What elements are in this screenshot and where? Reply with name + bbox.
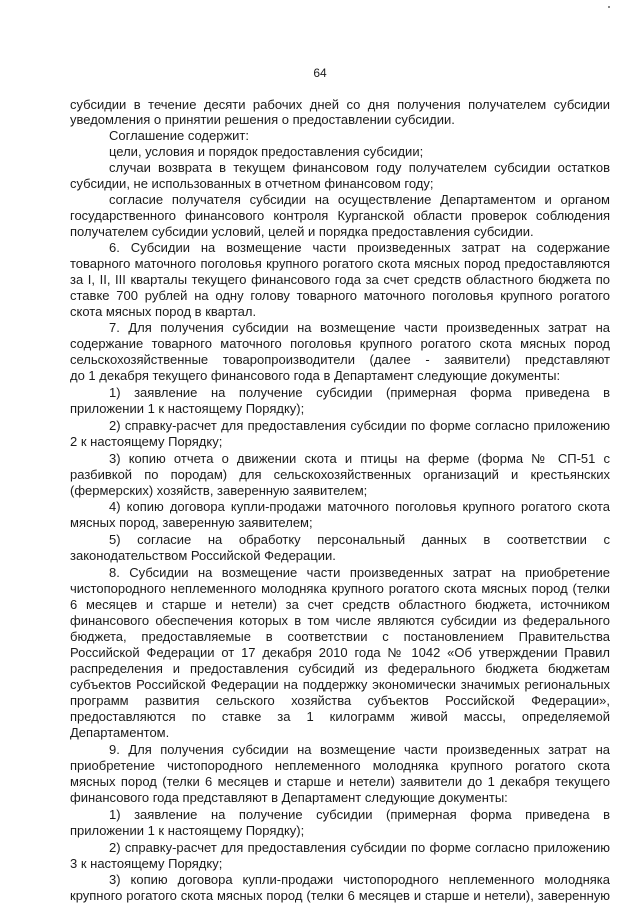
text-line: мясных пород, заверенную заявителем;	[70, 515, 313, 530]
text-line: содержание товарного маточного поголовья крупного рогатого скота мясных пород	[70, 336, 610, 351]
scan-mark	[608, 6, 610, 8]
text-line: 8. Субсидии на возмещение части произведенных затрат на приобретение	[109, 565, 610, 580]
text-line: бюджета, предоставляемые в соответствии с постановлением Правительства	[70, 629, 610, 644]
text-line: 3) копию договора купли-продажи чистопородного неплеменного молодняка	[109, 872, 610, 887]
text-line: (фермерских) хозяйств, заверенную заявителем;	[70, 483, 368, 498]
text-line: Российской Федерации от 17 декабря 2010 года № 1042 «Об утверждении Правил	[70, 645, 610, 660]
text-line: ставке 700 рублей на одну голову товарного маточного поголовья крупного рогатого	[70, 288, 610, 303]
text-line: чистопородного неплеменного молодняка крупного рогатого скота мясных пород (телки	[70, 581, 610, 596]
text-line: случаи возврата в текущем финансовом году получателем субсидии остатков	[109, 160, 610, 175]
text-line: сельскохозяйственные товаропроизводители (далее - заявители) представляют	[70, 352, 610, 367]
text-line: разбивкой по породам) для сельскохозяйственных организаций и крестьянских	[70, 467, 610, 482]
text-line: распределения и предоставления субсидий из федерального бюджета бюджетам	[70, 661, 610, 676]
text-line: получателем субсидии условий, целей и порядка предоставления субсидии.	[70, 224, 534, 239]
text-line: 2) справку-расчет для предоставления субсидии по форме согласно приложению	[109, 840, 610, 855]
text-line: 6. Субсидии на возмещение части произведенных затрат на содержание	[109, 240, 610, 255]
text-line: 5) согласие на обработку персональный данных в соответствии с	[109, 532, 610, 547]
text-line: финансового обеспечения которых в том числе являются субсидии из федерального	[70, 613, 610, 628]
text-line: 4) копию договора купли-продажи маточного поголовья крупного рогатого скота	[109, 499, 610, 514]
text-line: до 1 декабря текущего финансового года в Департамент следующие документы:	[70, 368, 561, 383]
text-line: крупного рогатого скота мясных пород (телки 6 месяцев и старше и нетели), заверенную	[70, 888, 610, 903]
text-line: 3) копию отчета о движении скота и птицы на ферме (форма № СП-51 с	[109, 451, 610, 466]
text-line: 7. Для получения субсидии на возмещение части произведенных затрат на	[109, 320, 610, 335]
text-line: приложении 1 к настоящему Порядку);	[70, 401, 305, 416]
page-number: 64	[313, 66, 327, 80]
text-line: товарного маточного поголовья крупного рогатого скота мясных пород предоставляются	[70, 256, 610, 271]
text-line: финансового года представляют в Департамент следующие документы:	[70, 790, 508, 805]
text-line: за I, II, III кварталы текущего финансового года за счет средств областного бюджета по	[70, 272, 610, 287]
text-line: скота мясных пород в квартал.	[70, 304, 257, 319]
text-line: 2) справку-расчет для предоставления субсидии по форме согласно приложению	[109, 418, 610, 433]
text-line: 9. Для получения субсидии на возмещение части произведенных затрат на	[109, 742, 610, 757]
text-line: приобретение чистопородного неплеменного молодняка крупного рогатого скота	[70, 758, 610, 773]
text-line: субсидии, не использованных в отчетном финансовом году;	[70, 176, 434, 191]
text-line: Департаментом.	[70, 725, 170, 740]
text-line: 1) заявление на получение субсидии (примерная форма приведена в	[109, 807, 610, 822]
text-line: 6 месяцев и старше и нетели) за счет средств областного бюджета, источником	[70, 597, 610, 612]
text-line: цели, условия и порядок предоставления субсидии;	[109, 144, 424, 159]
text-line: субъектов Российской Федерации на поддержку экономически значимых региональных	[70, 677, 610, 692]
text-line: программ развития сельского хозяйства субъектов Российской Федерации»,	[70, 693, 610, 708]
text-line: Соглашение содержит:	[109, 128, 249, 143]
text-line: уведомления о принятии решения о предоставлении субсидии.	[70, 112, 455, 127]
text-line: согласие получателя субсидии на осуществление Департаментом и органом	[109, 192, 610, 207]
text-line: мясных пород (телки 6 месяцев и старше и нетели) заявители до 1 декабря текущего	[70, 774, 610, 789]
text-line: государственного финансового контроля Курганской области проверок соблюдения	[70, 208, 610, 223]
text-line: 2 к настоящему Порядку;	[70, 434, 223, 449]
text-line: 3 к настоящему Порядку;	[70, 856, 223, 871]
text-line: приложении 1 к настоящему Порядку);	[70, 823, 305, 838]
text-line: субсидии в течение десяти рабочих дней со дня получения получателем субсидии	[70, 97, 610, 112]
text-line: законодательством Российской Федерации.	[70, 548, 336, 563]
text-line: предоставляются по ставке за 1 килограмм живой массы, определяемой	[70, 709, 610, 724]
text-line: 1) заявление на получение субсидии (примерная форма приведена в	[109, 385, 610, 400]
